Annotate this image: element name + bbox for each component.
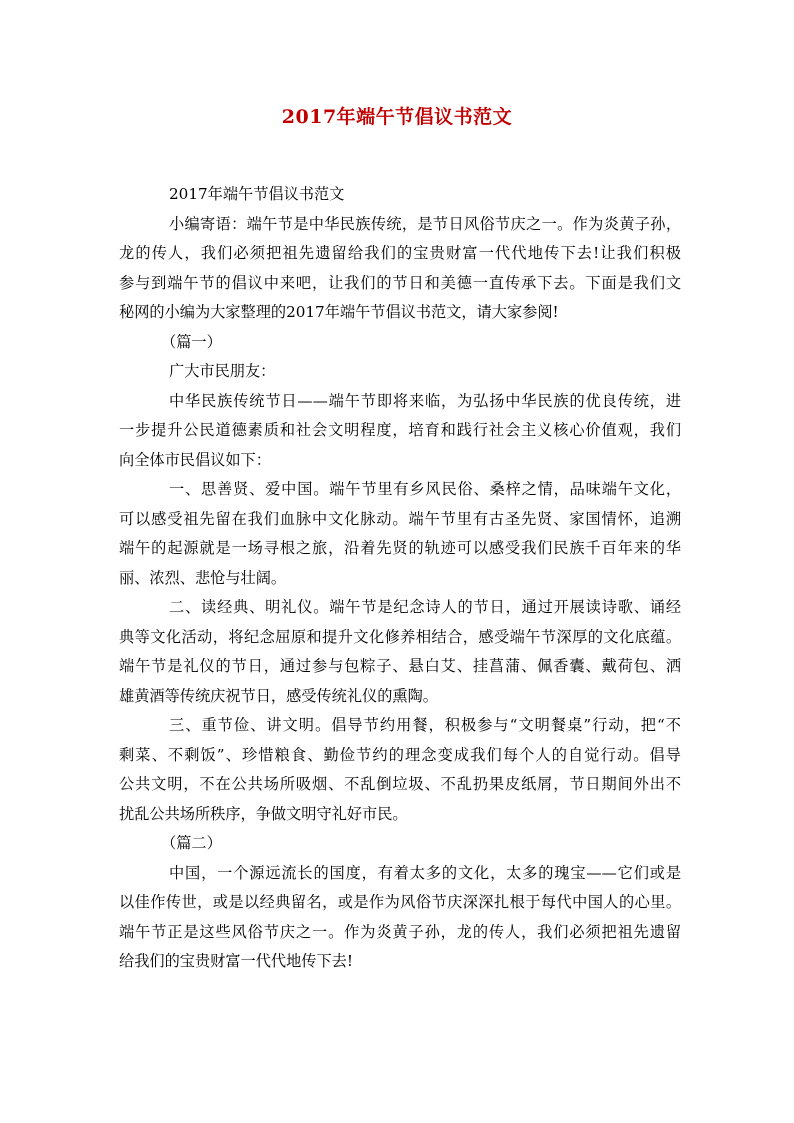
body-line: 雄黄酒等传统庆祝节日，感受传统礼仪的熏陶。 xyxy=(119,686,438,705)
body-line: 秘网的小编为大家整理的2017年端午节倡议书范文，请大家参阅! xyxy=(119,303,559,321)
body-line: 三、重节俭、讲文明。倡导节约用餐，积极参与“文明餐桌”行动，把“不 xyxy=(169,716,681,734)
body-line: 广大市民朋友： xyxy=(169,362,276,380)
body-line: 中国，一个源远流长的国度，有着太多的文化，太多的瑰宝——它们或是 xyxy=(169,863,681,882)
body-line: 一步提升公民道德素质和社会文明程度，培育和践行社会主义核心价值观，我们 xyxy=(119,421,681,439)
body-line: 扰乱公共场所秩序，争做文明守礼好市民。 xyxy=(119,804,408,823)
body-line: 端午节正是这些风俗节庆之一。作为炎黄子孙，龙的传人，我们必须把祖先遗留 xyxy=(119,922,681,941)
body-line: 给我们的宝贵财富一代代地传下去! xyxy=(119,952,353,970)
body-line: 一、思善贤、爱中国。端午节里有乡风民俗、桑梓之情，品味端午文化， xyxy=(169,480,681,498)
body-line: 小编寄语：端午节是中华民族传统，是节日风俗节庆之一。作为炎黄子孙， xyxy=(169,214,681,233)
body-line: 典等文化活动，将纪念屈原和提升文化修养相结合，感受端午节深厚的文化底蕴。 xyxy=(119,627,681,646)
body-line: 端午的起源就是一场寻根之旅，沿着先贤的轨迹可以感受我们民族千百年来的华 xyxy=(119,539,681,557)
body-line: 龙的传人，我们必须把祖先遗留给我们的宝贵财富一代代地传下去!让我们积极 xyxy=(119,244,681,262)
body-line: 以佳作传世，或是以经典留名，或是作为风俗节庆深深扎根于每代中国人的心里。 xyxy=(119,893,681,911)
body-line: 剩菜、不剩饭”、珍惜粮食、勤俭节约的理念变成我们每个人的自觉行动。倡导 xyxy=(119,745,681,764)
body-line: （篇一） xyxy=(161,332,222,351)
body-line: 向全体市民倡议如下： xyxy=(119,450,271,469)
document-title: 2017年端午节倡议书范文 xyxy=(281,106,513,128)
document-body xyxy=(119,180,681,977)
body-line: 丽、浓烈、悲怆与壮阔。 xyxy=(119,568,287,587)
body-line: 二、读经典、明礼仪。端午节是纪念诗人的节日，通过开展读诗歌、诵经 xyxy=(169,598,681,616)
body-line: 2017年端午节倡议书范文 xyxy=(169,185,345,203)
body-line: 可以感受祖先留在我们血脉中文化脉动。端午节里有古圣先贤、家国情怀，追溯 xyxy=(119,509,681,528)
body-line: （篇二） xyxy=(161,834,222,852)
body-line: 中华民族传统节日——端午节即将来临，为弘扬中华民族的优良传统，进 xyxy=(169,391,681,410)
body-line: 参与到端午节的倡议中来吧，让我们的节日和美德一直传承下去。下面是我们文 xyxy=(119,273,681,292)
body-line: 公共文明，不在公共场所吸烟、不乱倒垃圾、不乱扔果皮纸屑，节日期间外出不 xyxy=(119,775,681,793)
body-line: 端午节是礼仪的节日，通过参与包粽子、悬白艾、挂菖蒲、佩香囊、戴荷包、洒 xyxy=(119,657,681,675)
